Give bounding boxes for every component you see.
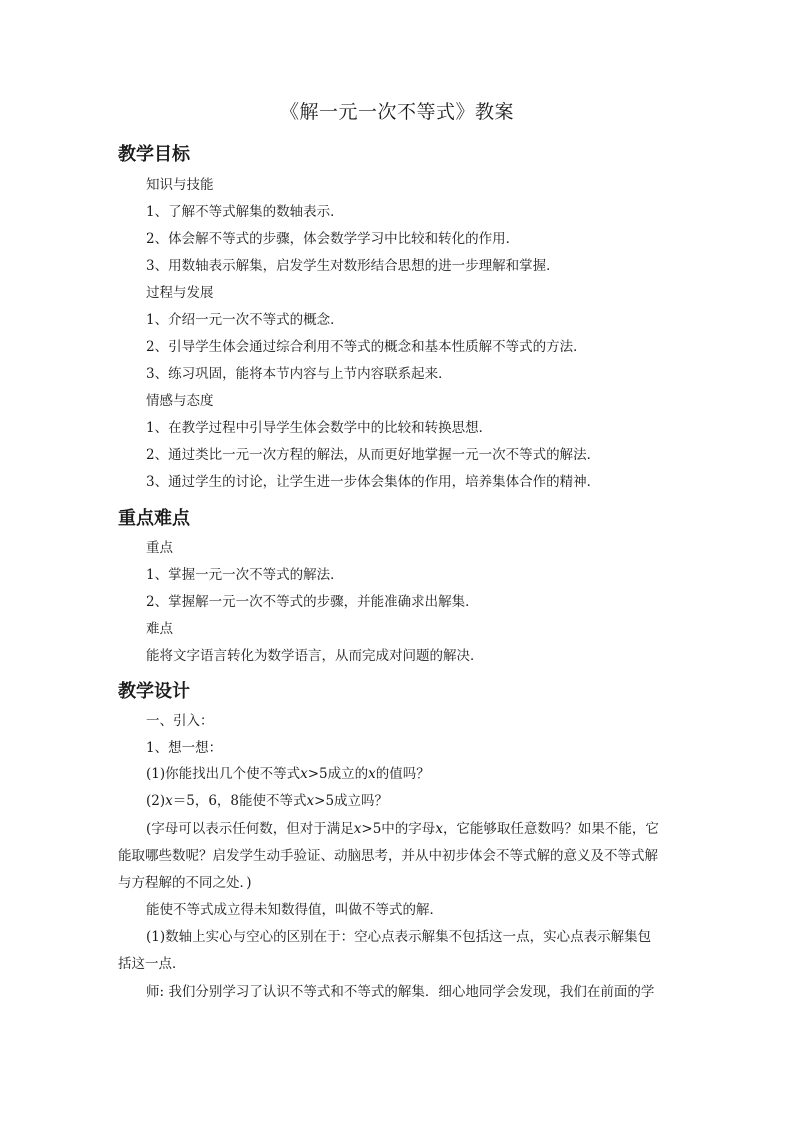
key-point-item: 2、掌握解一元一次不等式的步骤，并能准确求出解集． (146, 594, 479, 610)
goal-item: 1、了解不等式解集的数轴表示． (146, 204, 344, 220)
explanation-line (146, 820, 659, 838)
subheading-knowledge-skills: 知识与技能 (146, 177, 214, 193)
heading-key-difficult-points: 重点难点 (118, 508, 190, 529)
text: >5成立吗？ (314, 793, 389, 809)
page-title: 《解一元一次不等式》教案 (279, 101, 514, 123)
goal-item: 3、练习巩固，能将本节内容与上节内容联系起来． (146, 366, 452, 382)
definition-line: 能使不等式成立得未知数得值，叫做不等式的解． (146, 902, 443, 918)
question-1 (146, 765, 430, 783)
text: 的值吗？ (375, 766, 430, 782)
goal-item: 1、在教学过程中引导学生体会数学中的比较和转换思想． (146, 420, 493, 436)
variable: x (165, 793, 173, 809)
goal-item: 3、用数轴表示解集，启发学生对数形结合思想的进一步理解和掌握． (146, 258, 560, 274)
goal-item: 1、介绍一元一次不等式的概念． (146, 312, 344, 328)
variable: x (353, 821, 362, 837)
text: ，它能够取任意数吗？如果不能，它 (442, 821, 659, 837)
goal-item: 3、通过学生的讨论，让学生进一步体会集体的作用，培养集体合作的精神． (146, 474, 601, 490)
text: >5成立的 (307, 766, 369, 782)
key-point-item: 1、掌握一元一次不等式的解法． (146, 567, 344, 583)
goal-item: 2、引导学生体会通过综合利用不等式的概念和基本性质解不等式的方法． (146, 339, 587, 355)
heading-teaching-design: 教学设计 (118, 681, 190, 702)
heading-teaching-goals: 教学目标 (118, 144, 190, 165)
variable: x (306, 793, 315, 809)
teacher-line: 师: 我们分别学习了认识不等式和不等式的解集．细心地同学会发现，我们在前面的学 (146, 984, 655, 1000)
variable: x (300, 766, 308, 782)
explanation-line: 能取哪些数呢？启发学生动手验证、动脑思考，并从中初步体会不等式解的意义及不等式解 (118, 848, 658, 864)
goal-item: 2、体会解不等式的步骤，体会数学学习中比较和转化的作用． (146, 231, 520, 247)
number-line-note: 括这一点． (118, 956, 186, 972)
explanation-line: 与方程解的不同之处．) (118, 875, 252, 891)
number-line-note: (1)数轴上实心与空心的区别在于：空心点表示解集不包括这一点，实心点表示解集包 (146, 929, 652, 945)
text: ＝5，6，8能使不等式 (172, 793, 307, 809)
question-2 (146, 792, 388, 810)
variable: x (368, 766, 376, 782)
subheading-key-points: 重点 (146, 540, 173, 556)
subheading-emotion-attitude: 情感与态度 (146, 393, 214, 409)
text: (1)你能找出几个使不等式 (146, 766, 301, 782)
variable: x (435, 821, 443, 837)
text: (字母可以表示任何数，但对于满足 (146, 821, 354, 837)
design-step: 一、引入： (146, 713, 214, 729)
subheading-process-development: 过程与发展 (146, 285, 214, 301)
difficult-point-text: 能将文字语言转化为数学语言，从而完成对问题的解决． (146, 648, 484, 664)
subheading-difficult-points: 难点 (146, 621, 173, 637)
goal-item: 2、通过类比一元一次方程的解法，从而更好地掌握一元一次不等式的解法． (146, 447, 601, 463)
design-step: 1、想一想： (146, 740, 223, 756)
text: >5中的字母 (361, 821, 436, 837)
text: (2) (146, 793, 166, 809)
